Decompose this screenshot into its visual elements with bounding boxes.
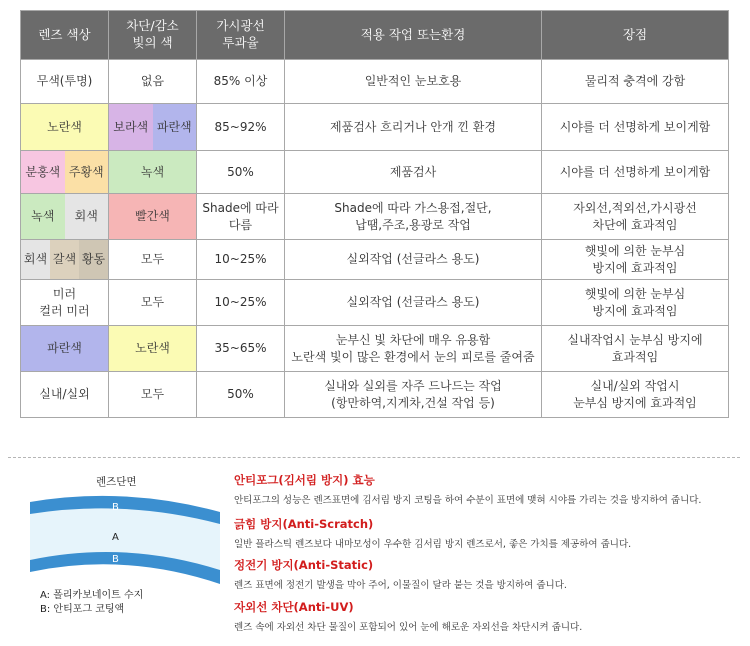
lens-label-b-top: B [112,502,119,513]
transmittance-cell: 35~65% [197,326,285,372]
transmittance-cell: 10~25% [197,240,285,280]
feature-anti-scratch [234,516,631,550]
advantage-cell: 시야를 더 선명하게 보이게함 [542,151,729,194]
transmittance-cell: 85% 이상 [197,60,285,104]
advantage-cell: 햇빛에 의한 눈부심 방지에 효과적임 [542,240,729,280]
blocked-light-cell [109,372,197,418]
lens-label-a: A [112,532,119,543]
feature-title: 정전기 방지(Anti-Static) [234,558,374,572]
environment-cell: 제품검사 [285,151,542,194]
lens-color-cell [21,151,109,194]
color-swatch: 노란색 [109,326,196,371]
blocked-light-cell [109,280,197,326]
lens-color-cell [21,280,109,326]
lens-color-cell [21,372,109,418]
environment-cell: 일반적인 눈보호용 [285,60,542,104]
color-swatch: 모두 [109,372,196,417]
lens-legend [40,589,143,617]
color-swatch: 파란색 [153,104,197,150]
transmittance-cell: 50% [197,372,285,418]
environment-cell: 제품검사 흐리거나 안개 낀 환경 [285,104,542,151]
lens-color-cell [21,60,109,104]
table-row [21,60,729,104]
lens-section-title: 렌즈단면 [96,476,137,488]
color-swatch: 녹색 [21,194,65,239]
legend-a: A: 폴리카보네이트 수지 [40,590,144,601]
blocked-light-cell [109,151,197,194]
feature-desc: 일반 플라스틱 렌즈보다 내마모성이 우수한 김서림 방지 렌즈로서, 좋은 가치를 제공하여 줍니다. [234,539,632,550]
color-swatch: 갈색 [50,240,79,279]
color-swatch: 회색 [65,194,109,239]
table-row [21,372,729,418]
header-blocked-light: 차단/감소 빛의 색 [109,11,197,60]
header-transmittance: 가시광선 투과율 [197,11,285,60]
color-swatch: 분홍색 [21,151,65,193]
color-swatch: 녹색 [109,151,196,193]
color-swatch: 모두 [109,240,196,279]
advantage-cell: 시야를 더 선명하게 보이게함 [542,104,729,151]
blocked-light-cell [109,194,197,240]
lens-color-cell [21,194,109,240]
table-row [21,194,729,240]
table-row [21,280,729,326]
feature-title: 안티포그(김서림 방지) 효능 [234,473,375,487]
table-row [21,240,729,280]
section-divider [8,457,740,458]
feature-title: 긁힘 방지(Anti-Scratch) [234,517,374,531]
table-row [21,326,729,372]
feature-desc: 렌즈 표면에 정전기 발생을 막아 주어, 이물질이 달라 붙는 것을 방지하여 줍니다. [234,580,567,591]
lens-color-cell [21,104,109,151]
feature-anti-uv [234,599,582,633]
feature-anti-fog [234,472,701,506]
blocked-light-cell [109,60,197,104]
environment-cell: Shade에 따라 가스용접,절단, 납땜,주조,용광로 작업 [285,194,542,240]
header-environment: 적용 작업 또는환경 [285,11,542,60]
blocked-light-cell [109,326,197,372]
feature-desc: 안티포그의 성능은 렌즈표면에 김서림 방지 코팅을 하여 수분이 표면에 맺혀 시야를 가리는 것을 방지하여 줍니다. [234,495,702,506]
lens-color-cell [21,240,109,280]
feature-anti-static [234,557,567,591]
color-swatch: 미러 컬러 미러 [21,280,108,325]
color-swatch: 실내/실외 [21,372,108,417]
color-swatch: 무색(투명) [21,60,108,103]
legend-b: B: 안티포그 코팅액 [40,604,125,615]
advantage-cell: 실내/실외 작업시 눈부심 방지에 효과적임 [542,372,729,418]
transmittance-cell: 50% [197,151,285,194]
environment-cell: 실외작업 (선글라스 용도) [285,240,542,280]
color-swatch: 빨간색 [109,194,196,239]
advantage-cell: 자외선,적외선,가시광선 차단에 효과적임 [542,194,729,240]
color-swatch: 없음 [109,60,196,103]
table-row [21,104,729,151]
color-swatch: 모두 [109,280,196,325]
color-swatch: 노란색 [21,104,108,150]
color-swatch: 보라색 [109,104,153,150]
lens-label-b-bottom: B [112,554,119,565]
header-advantage: 장점 [542,11,729,60]
transmittance-cell: Shade에 따라 다름 [197,194,285,240]
feature-title: 자외선 차단(Anti-UV) [234,600,354,614]
transmittance-cell: 10~25% [197,280,285,326]
header-lens-color: 렌즈 색상 [21,11,109,60]
advantage-cell: 햇빛에 의한 눈부심 방지에 효과적임 [542,280,729,326]
lens-color-table [20,10,729,418]
blocked-light-cell [109,240,197,280]
advantage-cell: 물리적 충격에 강함 [542,60,729,104]
feature-desc: 렌즈 속에 자외선 차단 물질이 포함되어 있어 눈에 해로운 자외선을 차단시켜 줍니다. [234,622,583,633]
advantage-cell: 실내작업시 눈부심 방지에 효과적임 [542,326,729,372]
color-swatch: 황동 [79,240,108,279]
table-header-row [21,11,729,60]
environment-cell: 실내와 실외를 자주 드나드는 작업 (항만하역,지게차,건설 작업 등) [285,372,542,418]
table-row [21,151,729,194]
lens-cross-section-diagram [30,490,220,590]
color-swatch: 회색 [21,240,50,279]
environment-cell: 실외작업 (선글라스 용도) [285,280,542,326]
color-swatch: 파란색 [21,326,108,371]
environment-cell: 눈부신 빛 차단에 매우 유용함 노란색 빛이 많은 환경에서 눈의 피로를 줄여줌 [285,326,542,372]
lens-color-cell [21,326,109,372]
blocked-light-cell [109,104,197,151]
color-swatch: 주황색 [65,151,109,193]
transmittance-cell: 85~92% [197,104,285,151]
